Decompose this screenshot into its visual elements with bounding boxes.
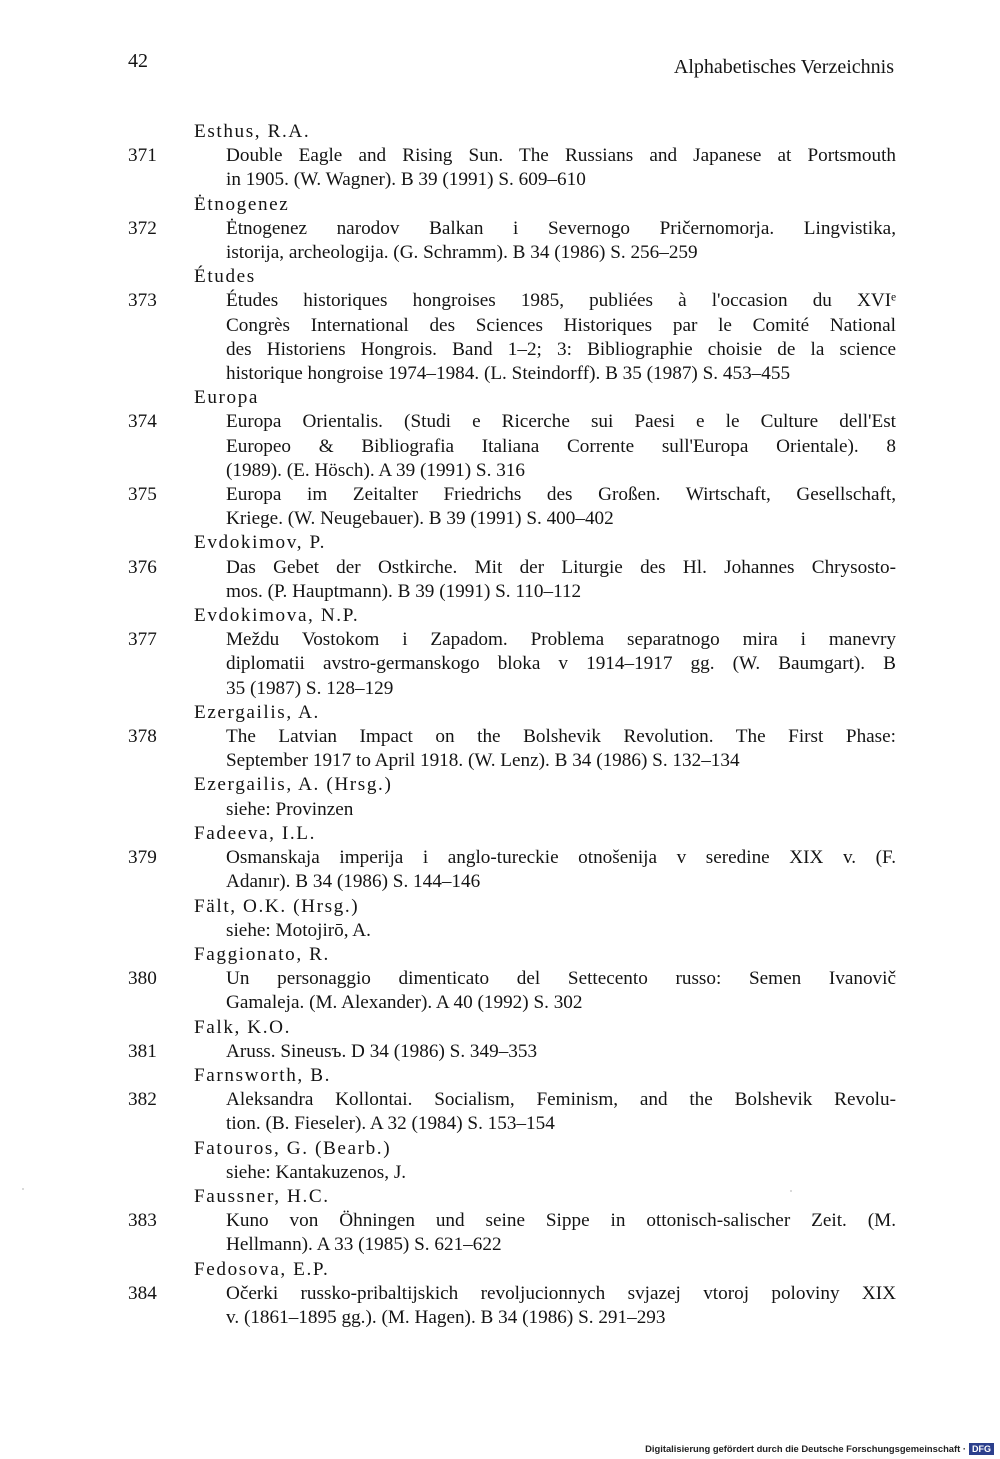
entry-line: Europeo & Bibliografia Italiana Corrente sull'Europa Orientale). 8 xyxy=(226,435,896,457)
entry-line: September 1917 to April 1918. (W. Lenz). B 34 (1986) S. 132–134 xyxy=(226,750,740,772)
author-heading: Faussner, H.C. xyxy=(194,1185,330,1207)
author-heading: Esthus, R.A. xyxy=(194,121,311,142)
entry-number: 375 xyxy=(128,484,157,506)
entry-number: 374 xyxy=(128,411,157,433)
index-entry xyxy=(128,967,896,1015)
entry-number: 377 xyxy=(128,629,157,651)
entry-line: The Latvian Impact on the Bolshevik Revolution. The First Phase: xyxy=(226,726,896,748)
index-entries xyxy=(128,120,896,1330)
entry-number: 376 xyxy=(128,556,157,578)
entry-line: Un personaggio dimenticato del Settecento russo: Semen Ivanovič xyxy=(226,968,896,990)
entry-line: Hellmann). A 33 (1985) S. 621–622 xyxy=(226,1234,502,1256)
entry-number: 372 xyxy=(128,217,157,239)
author-heading: Ėtnogenez xyxy=(194,193,290,215)
entry-text xyxy=(226,483,896,531)
scan-speck xyxy=(790,1190,792,1192)
entry-line: Double Eagle and Rising Sun. The Russians and Japanese at Portsmouth xyxy=(226,145,896,167)
entry-text xyxy=(226,1040,896,1064)
entry-line: Meždu Vostokom i Zapadom. Problema separatnogo mira i manevry xyxy=(226,629,896,651)
author-heading: Evdokimova, N.P. xyxy=(194,605,360,627)
index-entry xyxy=(128,1282,896,1330)
entry-line: Kriege. (W. Neugebauer). B 39 (1991) S. 400–402 xyxy=(226,508,614,530)
page-number: 42 xyxy=(128,50,148,72)
dfg-logo: DFG xyxy=(969,1443,994,1455)
entry-line: des Historiens Hongrois. Band 1–2; 3: Bibliographie choisie de la science xyxy=(226,338,896,360)
entry-number: 380 xyxy=(128,968,157,990)
entry-line: Congrès International des Sciences Historiques par le Comité National xyxy=(226,314,896,336)
entry-number: 378 xyxy=(128,726,157,748)
entry-line: Europa Orientalis. (Studi e Ricerche sui Paesi e le Culture dell'Est xyxy=(226,411,896,433)
cross-reference: siehe: Motojirō, A. xyxy=(226,919,371,941)
author-heading: Faggionato, R. xyxy=(194,943,330,965)
digitization-footer xyxy=(608,1443,994,1455)
index-entry xyxy=(128,410,896,483)
entry-line: 35 (1987) S. 128–129 xyxy=(226,677,394,699)
cross-reference: siehe: Kantakuzenos, J. xyxy=(226,1161,407,1183)
entry-number: 384 xyxy=(128,1282,157,1304)
entry-text xyxy=(226,410,896,483)
entry-number: 383 xyxy=(128,1210,157,1232)
entry-line: Aruss. Sineusъ. D 34 (1986) S. 349–353 xyxy=(226,1040,538,1062)
entry-text xyxy=(226,1088,896,1136)
entry-line: Ėtnogenez narodov Balkan i Severnogo Pričernomorja. Lingvistika, xyxy=(226,217,896,239)
entry-line: Osmanskaja imperija i anglo-tureckie otnošenija v seredine XIX v. (F. xyxy=(226,847,896,869)
entry-line: historique hongroise 1974–1984. (L. Steindorff). B 35 (1987) S. 453–455 xyxy=(226,363,791,385)
entry-line: mos. (P. Hauptmann). B 39 (1991) S. 110–112 xyxy=(226,580,582,602)
index-entry xyxy=(128,628,896,701)
entry-line: diplomatii avstro-germanskogo bloka v 1914–1917 gg. (W. Baumgart). B xyxy=(226,653,896,675)
footer-text: Digitalisierung gefördert durch die Deutsche Forschungsgemeinschaft · xyxy=(645,1443,966,1454)
entry-line: Kuno von Öhningen und seine Sippe in ottonisch-salischer Zeit. (M. xyxy=(226,1210,896,1232)
author-heading: Fadeeva, I.L. xyxy=(194,822,317,844)
author-heading: Fält, O.K. (Hrsg.) xyxy=(194,895,360,917)
entry-text xyxy=(226,1209,896,1257)
index-entry xyxy=(128,289,896,386)
index-entry xyxy=(128,725,896,773)
author-heading: Evdokimov, P. xyxy=(194,532,327,554)
entry-number: 373 xyxy=(128,290,157,312)
entry-text xyxy=(226,144,896,192)
entry-line: Europa im Zeitalter Friedrichs des Großen. Wirtschaft, Gesellschaft, xyxy=(226,484,896,506)
index-entry xyxy=(128,217,896,265)
entry-text xyxy=(226,628,896,701)
scan-speck xyxy=(22,1188,24,1190)
author-heading: Europa xyxy=(194,387,260,409)
entry-number: 379 xyxy=(128,847,157,869)
author-heading: Falk, K.O. xyxy=(194,1016,292,1038)
author-heading: Ezergailis, A. xyxy=(194,701,320,723)
entry-line: Adanır). B 34 (1986) S. 144–146 xyxy=(226,871,481,893)
index-entry xyxy=(128,556,896,604)
entry-number: 382 xyxy=(128,1089,157,1111)
index-entry xyxy=(128,1209,896,1257)
entry-text xyxy=(226,846,896,894)
entry-line: v. (1861–1895 gg.). (M. Hagen). B 34 (1986) S. 291–293 xyxy=(226,1306,666,1328)
cross-reference: siehe: Provinzen xyxy=(226,798,354,820)
entry-number: 371 xyxy=(128,145,157,167)
author-heading: Ezergailis, A. (Hrsg.) xyxy=(194,774,393,796)
index-entry xyxy=(128,144,896,192)
entry-text xyxy=(226,725,896,773)
entry-text xyxy=(226,1282,896,1330)
entry-line: Das Gebet der Ostkirche. Mit der Liturgie des Hl. Johannes Chrysosto- xyxy=(226,556,896,578)
author-heading: Farnsworth, B. xyxy=(194,1064,331,1086)
entry-line: tion. (B. Fieseler). A 32 (1984) S. 153–154 xyxy=(226,1113,555,1135)
entry-line: Études historiques hongroises 1985, publiées à l'occasion du XVIᵉ xyxy=(226,290,896,312)
index-entry xyxy=(128,846,896,894)
entry-line: Očerki russko-pribaltijskich revoljucionnych svjazej vtoroj poloviny XIX xyxy=(226,1282,896,1304)
entry-line: (1989). (E. Hösch). A 39 (1991) S. 316 xyxy=(226,459,525,481)
index-entry xyxy=(128,1088,896,1136)
entry-line: Gamaleja. (M. Alexander). A 40 (1992) S. 302 xyxy=(226,992,583,1014)
entry-number: 381 xyxy=(128,1040,157,1062)
entry-line: istorija, archeologija. (G. Schramm). B 34 (1986) S. 256–259 xyxy=(226,242,698,264)
author-heading: Fatouros, G. (Bearb.) xyxy=(194,1137,392,1159)
author-heading: Fedosova, E.P. xyxy=(194,1258,330,1280)
author-heading: Études xyxy=(194,266,256,288)
entry-text xyxy=(226,289,896,386)
running-head: Alphabetisches Verzeichnis xyxy=(673,56,894,78)
index-entry xyxy=(128,483,896,531)
entry-line: Aleksandra Kollontai. Socialism, Feminism, and the Bolshevik Revolu- xyxy=(226,1089,896,1111)
entry-line: in 1905. (W. Wagner). B 39 (1991) S. 609–610 xyxy=(226,169,586,191)
entry-text xyxy=(226,967,896,1015)
entry-text xyxy=(226,217,896,265)
entry-text xyxy=(226,556,896,604)
index-entry xyxy=(128,1040,896,1064)
